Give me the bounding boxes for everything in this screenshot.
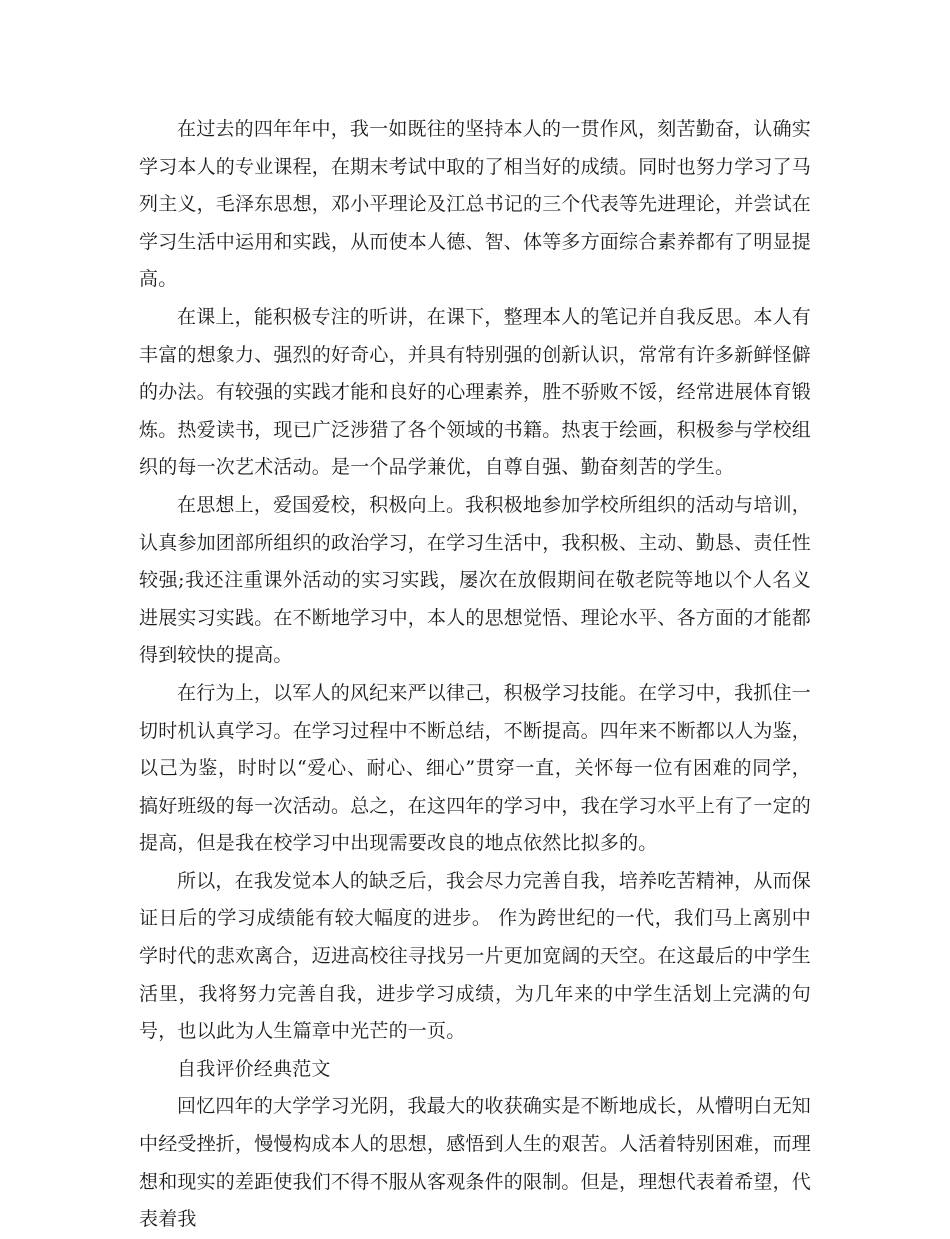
paragraph-classroom: 在课上，能积极专注的听讲，在课下，整理本人的笔记并自我反思。本人有丰富的想象力、强烈的好奇心，并具有特别强的创新认识，常常有许多新鲜怪僻的办法。有较强的实践才能和良好的心理素养，胜不骄败不馁，经常进展体育锻炼。热爱读书，现已广泛涉猎了各个领域的书籍。热衷于绘画，积极参与学校组织的每一次艺术活动。是一个品学兼优，自尊自强、勤奋刻苦的学生。 [139, 305, 812, 479]
paragraph-recollection: 回忆四年的大学学习光阴，我最大的收获确实是不断地成长，从懵明白无知中经受挫折，慢慢构成本人的思想，感悟到人生的艰苦。人活着特别困难，而理想和现实的差距使我们不得不服从客观条件的限制。但是，理想代表着希望，代表着我 [139, 1095, 812, 1231]
section-heading: 自我评价经典范文 [177, 1057, 331, 1080]
paragraph-improvement: 所以，在我发觉本人的缺乏后，我会尽力完善自我，培养吃苦精神，从而保证日后的学习成绩能有较大幅度的进步。 作为跨世纪的一代，我们马上离别中学时代的悲欢离合，迈进高校往寻找另一片更加宽阔的天空。在这最后的中学生活里，我将努力完善自我，进步学习成绩，为几年来的中学生活划上完满的句号，也以此为人生篇章中光芒的一页。 [139, 869, 812, 1043]
document-body [139, 111, 811, 1239]
paragraph-thought: 在思想上，爱国爱校，积极向上。我积极地参加学校所组织的活动与培训，认真参加团部所组织的政治学习，在学习生活中，我积极、主动、勤恳、责任性较强;我还注重课外活动的实习实践，屡次在放假期间在敬老院等地以个人名义进展实习实践。在不断地学习中，本人的思想觉悟、理论水平、各方面的才能都得到较快的提高。 [139, 493, 812, 667]
paragraph-study: 在过去的四年年中，我一如既往的坚持本人的一贯作风，刻苦勤奋，认确实学习本人的专业课程，在期末考试中取的了相当好的成绩。同时也努力学习了马列主义，毛泽东思想，邓小平理论及江总书记的三个代表等先进理论，并尝试在学习生活中运用和实践，从而使本人德、智、体等多方面综合素养都有了明显提高。 [139, 118, 812, 291]
paragraph-behavior: 在行为上，以军人的风纪来严以律己，积极学习技能。在学习中，我抓住一切时机认真学习。在学习过程中不断总结，不断提高。四年来不断都以人为鉴，以己为鉴，时时以“爱心、耐心、细心”贯穿一直，关怀每一位有困难的同学，搞好班级的每一次活动。总之，在这四年的学习中，我在学习水平上有了一定的提高，但是我在校学习中出现需要改良的地点依然比拟多的。 [139, 681, 812, 855]
